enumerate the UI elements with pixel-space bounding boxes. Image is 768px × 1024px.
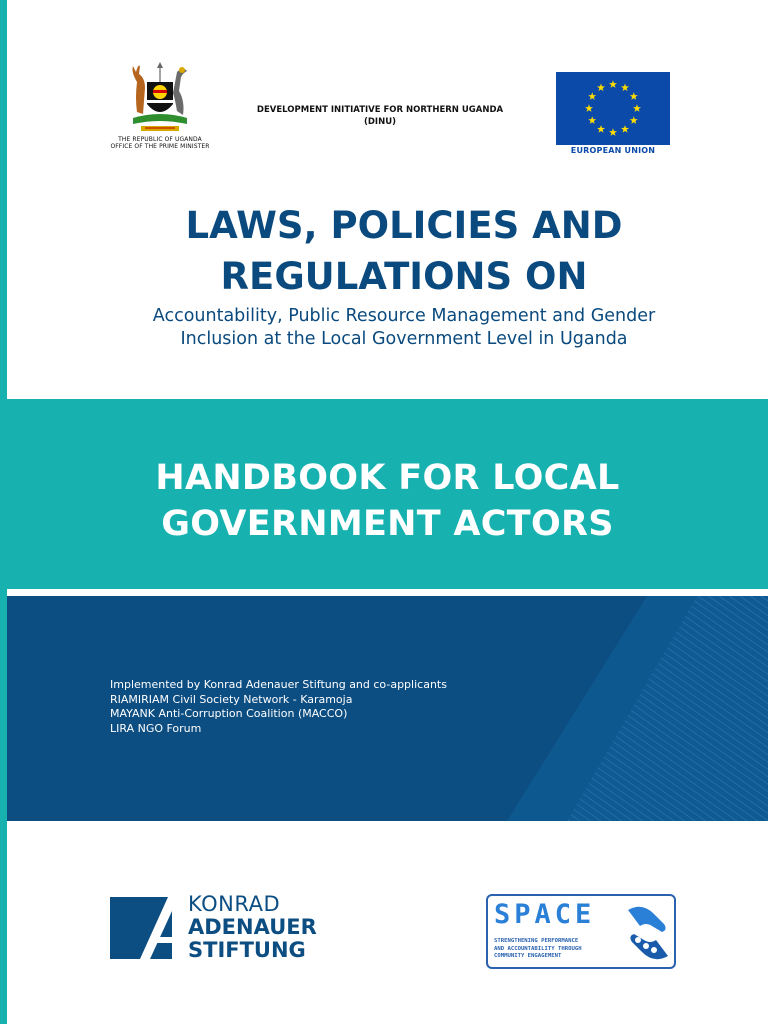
kas-line2: ADENAUER <box>188 915 317 939</box>
program-line1: DEVELOPMENT INITIATIVE FOR NORTHERN UGANDA <box>256 105 504 115</box>
handbook-banner <box>7 399 768 589</box>
uganda-caption-line2: OFFICE OF THE PRIME MINISTER <box>110 143 210 150</box>
kas-line3: STIFTUNG <box>188 938 306 962</box>
space-wordmark: SPACE <box>494 899 596 930</box>
eu-star-icon <box>630 116 638 124</box>
implementers-line4: LIRA NGO Forum <box>110 721 202 735</box>
title-line1: LAWS, POLICIES AND <box>185 204 623 247</box>
eu-logo <box>556 72 670 155</box>
uganda-coat-of-arms <box>104 62 216 162</box>
subtitle-line1: Accountability, Public Resource Management and Gender <box>152 306 656 326</box>
title-line2: REGULATIONS ON <box>220 255 588 298</box>
program-name <box>230 104 530 128</box>
eu-star-icon <box>609 80 617 88</box>
page-subtitle <box>40 305 768 351</box>
subtitle-line2: Inclusion at the Local Government Level in Uganda <box>180 329 628 349</box>
kas-wordmark <box>188 893 317 962</box>
implementers-list <box>110 678 447 736</box>
kas-line1: KONRAD <box>188 892 281 916</box>
space-tag-line3: COMMUNITY ENGAGEMENT <box>494 953 562 959</box>
eu-caption: EUROPEAN UNION <box>570 146 656 155</box>
eu-star-icon <box>597 84 605 92</box>
implementers-banner <box>7 596 768 821</box>
eu-star-icon <box>633 104 641 112</box>
handbook-line2: GOVERNMENT ACTORS <box>161 504 614 544</box>
program-line2: (DINU) <box>363 117 396 127</box>
kas-mark-icon <box>110 897 182 959</box>
eu-flag-icon <box>556 72 670 145</box>
eu-star-icon <box>609 128 617 136</box>
implementers-line1: Implemented by Konrad Adenauer Stiftung and co-applicants <box>110 678 447 691</box>
space-tag-line1: STRENGTHENING PERFORMANCE <box>494 938 579 944</box>
implementers-line2: RIAMIRIAM Civil Society Network - Karamoja <box>110 692 353 706</box>
eu-star-icon <box>597 125 605 133</box>
space-tagline <box>494 938 634 961</box>
handbook-title <box>7 455 768 547</box>
space-logo <box>486 894 676 969</box>
left-accent-stripe <box>0 0 7 1024</box>
handshake-icon <box>624 900 672 966</box>
implementers-line3: MAYANK Anti-Corruption Coalition (MACCO) <box>110 707 348 720</box>
uganda-caption-line1: THE REPUBLIC OF UGANDA <box>118 136 202 143</box>
eu-star-icon <box>630 92 638 100</box>
eu-star-icon <box>585 104 593 112</box>
space-tag-line2: AND ACCOUNTABILITY THROUGH <box>494 945 582 952</box>
eu-star-icon <box>588 92 596 100</box>
coat-of-arms-icon <box>115 62 205 136</box>
eu-star-icon <box>588 116 596 124</box>
page-title <box>40 200 768 302</box>
kas-logo <box>110 893 350 963</box>
eu-star-icon <box>621 125 629 133</box>
eu-star-icon <box>621 84 629 92</box>
handbook-line1: HANDBOOK FOR LOCAL <box>155 458 620 498</box>
